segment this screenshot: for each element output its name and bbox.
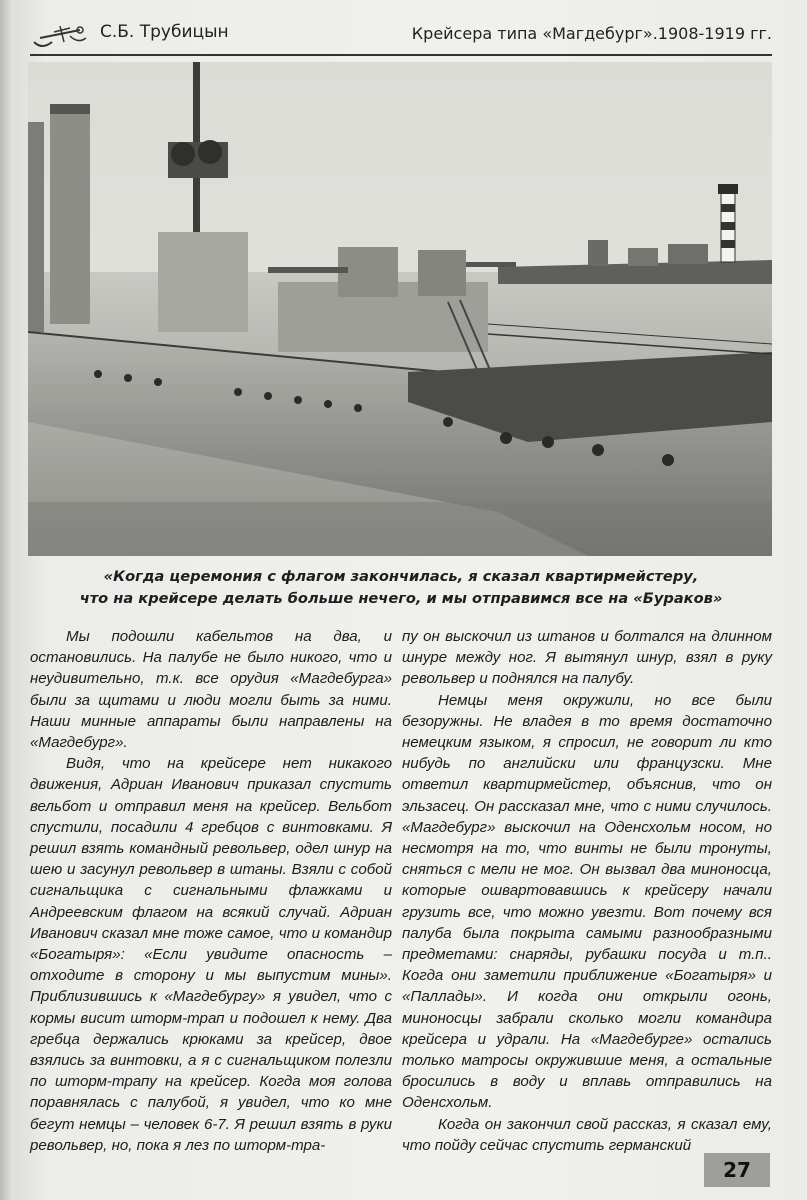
header-book-title: Крейсера типа «Магдебург».1908-1919 гг.	[411, 24, 772, 43]
text-column-left	[30, 626, 392, 1156]
text-column-right	[402, 626, 772, 1156]
header-author: С.Б. Трубицын	[100, 22, 229, 42]
photo-caption	[30, 566, 772, 610]
caption-line-1: «Когда церемония с флагом закончилась, я сказал квартирмейстеру,	[103, 568, 699, 585]
caption-line-2: что на крейсере делать больше нечего, и мы отправимся все на «Бураков»	[79, 590, 723, 607]
anchor-logo-icon	[30, 22, 90, 52]
paragraph: Когда он закончил свой рассказ, я сказал ему, что пойду сейчас спустить германский	[402, 1115, 772, 1154]
warship-photo-icon	[28, 62, 772, 556]
page-gutter-shadow	[0, 0, 14, 1200]
cruiser-photo	[28, 62, 772, 556]
paragraph: Мы подошли кабельтов на два, и остановились. На палубе не было никого, что и неудивительно, т.к. все орудия «Магдебурга» были за щитами и люди могли быть за ними. Наши минные аппараты были направлены на «Магдебург».	[30, 628, 392, 752]
paragraph: Видя, что на крейсере нет никакого движения, Адриан Иванович приказал спустить вельбот и отправил меня на крейсер. Вельбот спустили, посадили 4 гребцов с винтовками. Я решил взять командный револьвер, одел шнур на шею и засунул револьвер в штаны. Взяли с собой сигнальщика с сигнальными флажками и Андреевским флагом на всякий случай. Адриан Иванович сказал мне тоже самое, что и командир «Богатыря»: «Если увидите опасность – отходите в сторону и мы выпустим мины». Приблизившись к «Магдебургу» я увидел, что с кормы висит шторм-трап и подошел к нему. Два гребца держались крюками за крейсер, двое взялись за винтовки, а я с сигнальщиком полезли по шторм-трапу на крейсер. Когда моя голова поравнялась с палубой, я увидел, что ко мне бегут немцы – человек 6-7. Я решил взять в руки револьвер, но, пока я лез по шторм-тра-	[30, 755, 392, 1154]
page-number: 27	[704, 1153, 770, 1187]
running-header	[30, 18, 772, 56]
paragraph-continued: пу он выскочил из штанов и болтался на длинном шнуре между ног. Я вытянул шнур, взял в руку револьвер и поднялся на палубу.	[402, 628, 772, 688]
paragraph: Немцы меня окружили, но все были безоружны. Не владея в то время достаточно немецким языком, я спросил, не говорит ли кто нибудь по английски или французски. Мне ответил квартирмейстер, объяснив, что он эльзасец. Он рассказал мне, что с ними случилось. «Магдебург» выскочил на Оденсхольм носом, но несмотря на то, что винты не были тронуты, сняться с мели не мог. Он вызвал два миноносца, которые ошвартовавшись к крейсеру начали грузить все, что можно увезти. Вот почему вся палуба была покрыта самыми разнообразными предметами: снаряды, рубашки посуда и т.п.. Когда они заметили приближение «Богатыря» и «Паллады». И когда они открыли огонь, миноносцы забрали сколько могли командира крейсера и удрали. На «Магдебурге» остались только матросы окружившие меня, а остальные бросились в воду и вплавь отправились на Оденсхольм.	[402, 691, 772, 1112]
